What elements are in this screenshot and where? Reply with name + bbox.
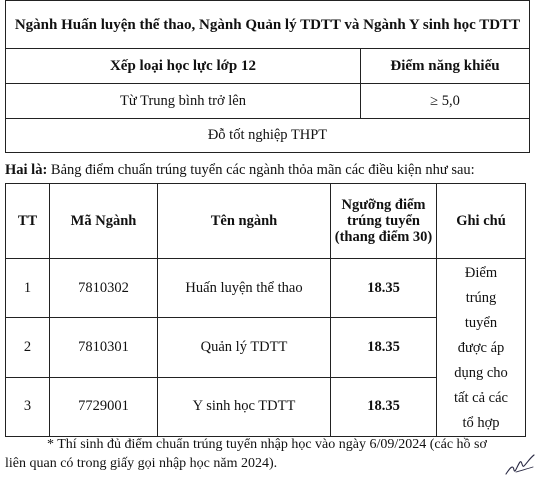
footnote-line: * Thí sinh đủ điểm chuẩn trúng tuyển nhập học vào ngày 6/09/2024 (các hồ sơ [47,437,487,452]
academic-rank-value: Từ Trung bình trở lên [6,84,361,119]
header-tt: TT [6,184,50,259]
eligibility-table-title: Ngành Huấn luyện thể thao, Ngành Quản lý TDTT và Ngành Y sinh học TDTT [6,1,530,49]
header-aptitude-score: Điểm năng khiếu [361,49,530,84]
aptitude-score-value: ≥ 5,0 [361,84,530,119]
graduation-requirement: Đỗ tốt nghiệp THPT [6,119,530,153]
row-major-name: Y sinh học TDTT [158,377,331,436]
section-intro-lead: Hai là: [5,162,48,178]
row-tt: 2 [6,318,50,377]
notes-line: trúng [465,290,497,306]
row-major-name: Huấn luyện thể thao [158,259,331,318]
signature-mark [504,452,536,478]
notes-cell [437,259,526,437]
row-tt: 1 [6,259,50,318]
row-major-code: 7810301 [50,318,158,377]
header-academic-rank: Xếp loại học lực lớp 12 [6,49,361,84]
eligibility-table [5,0,530,153]
row-major-name: Quản lý TDTT [158,318,331,377]
notes-line: dụng cho [454,365,508,381]
row-tt: 3 [6,377,50,436]
notes-line: tất cả các [454,390,508,406]
footnote-line: liên quan có trong giấy gọi nhập học năm 2024). [5,456,278,471]
row-threshold-score: 18.35 [331,377,437,436]
section-intro-text: Bảng điểm chuẩn trúng tuyển các ngành thỏa mãn các điều kiện như sau: [47,162,475,178]
header-major-name: Tên ngành [158,184,331,259]
header-notes: Ghi chú [437,184,526,259]
notes-line: Điểm [464,265,498,281]
section-intro [5,162,475,179]
header-threshold-score: Ngưỡng điểm trúng tuyển (thang điểm 30) [331,184,437,259]
row-major-code: 7810302 [50,259,158,318]
notes-line: được áp [457,340,505,356]
notes-line: tuyển [464,315,498,331]
row-major-code: 7729001 [50,377,158,436]
row-threshold-score: 18.35 [331,259,437,318]
notes-line: tổ hợp [462,415,500,431]
footnote [5,435,535,473]
header-major-code: Mã Ngành [50,184,158,259]
admission-score-table [5,183,526,437]
table-row [6,259,526,318]
row-threshold-score: 18.35 [331,318,437,377]
